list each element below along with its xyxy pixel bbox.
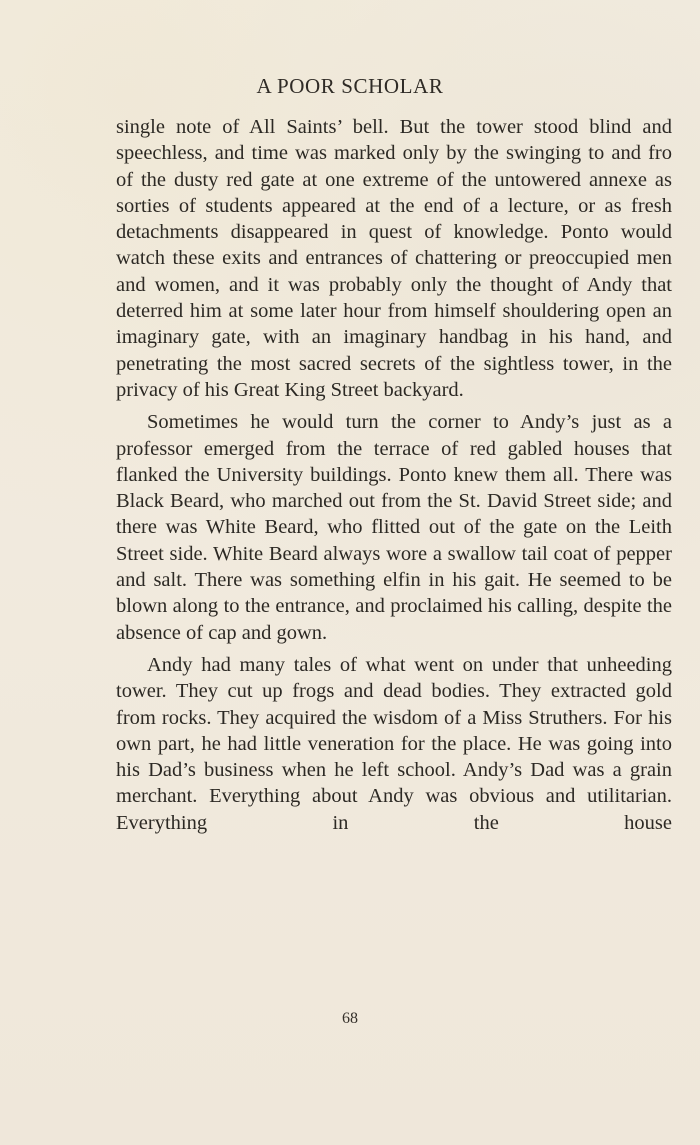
paragraph-1: single note of All Saints’ bell. But the tower stood blind and speechless, and time was marked only by the swinging to and fro of the dusty red gate at one extreme of the untowered annexe as sorties of students appeared at the end of a lecture, or as fresh detachments disappeared in quest of knowledge. Ponto would watch these exits and entrances of chattering or preoccupied men and women, and it was probably only the thought of Andy that deterred him at some later hour from himself shouldering open an imaginary gate, with an imaginary handbag in his hand, and penetrating the most sacred secrets of the sightless tower, in the privacy of his Great King Street backyard. (116, 116, 672, 401)
body-text (116, 114, 672, 842)
paragraph-2: Sometimes he would turn the corner to Andy’s just as a professor emerged from the terrace of red gabled houses that flanked the University buildings. Ponto knew them all. There was Black Beard, who marched out from the St. David Street side; and there was White Beard, who flitted out of the gate on the Leith Street side. White Beard always wore a swallow tail coat of pepper and salt. There was something elfin in his gait. He seemed to be blown along to the entrance, and proclaimed his calling, despite the absence of cap and gown. (116, 411, 672, 644)
page-number: 68 (342, 1010, 358, 1027)
paragraph-3: Andy had many tales of what went on under that unheeding tower. They cut up frogs and dead bodies. They extracted gold from rocks. They acquired the wisdom of a Miss Struthers. For his own part, he had little veneration for the place. He was going into his Dad’s business when he left school. Andy’s Dad was a grain merchant. Everything about Andy was obvious and utilitarian. Everything in the house (116, 653, 672, 834)
running-head: A POOR SCHOLAR (256, 74, 444, 98)
